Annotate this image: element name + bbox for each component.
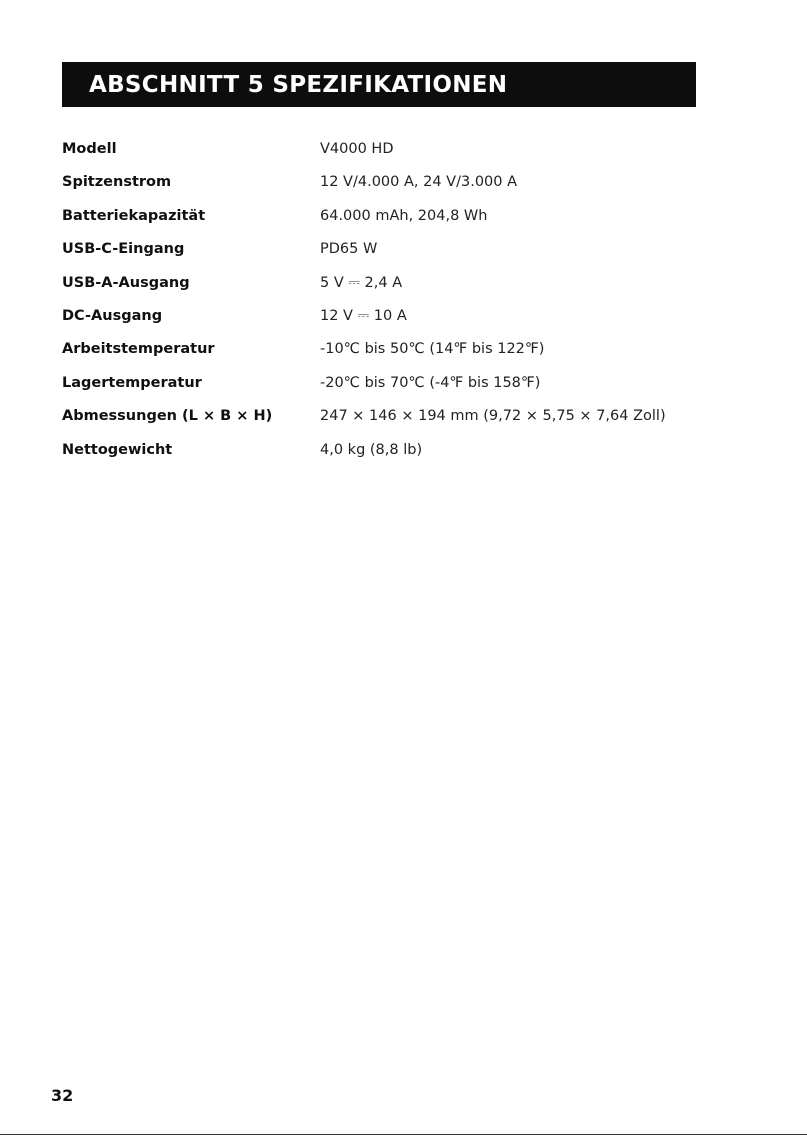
spec-label: USB-C-Eingang [62, 241, 185, 258]
spec-label: USB-A-Ausgang [62, 274, 190, 291]
spec-value: 4,0 kg (8,8 lb) [320, 441, 423, 458]
spec-label: Modell [62, 141, 117, 157]
spec-value: 12 V/4.000 A, 24 V/3.000 A [320, 174, 518, 191]
section-title: ABSCHNITT 5 SPEZIFIKATIONEN [89, 72, 508, 98]
spec-row-dimensions [62, 401, 722, 434]
spec-value: 5 V ⎓ 2,4 A [320, 274, 403, 291]
spec-row-storage-temperature [62, 368, 722, 401]
spec-label: Batteriekapazität [62, 207, 206, 224]
spec-value: -10℃ bis 50℃ (14℉ bis 122℉) [320, 341, 545, 358]
spec-value: PD65 W [320, 241, 378, 258]
spec-row-usb-a-output [62, 268, 722, 301]
section-header [62, 62, 696, 107]
spec-row-operating-temperature [62, 334, 722, 367]
spec-row-usb-c-input [62, 234, 722, 267]
spec-row-peak-current [62, 167, 722, 200]
spec-row-net-weight [62, 435, 722, 468]
spec-label: Arbeitstemperatur [62, 341, 215, 358]
spec-label: Nettogewicht [62, 441, 173, 458]
spec-label: Abmessungen (L × B × H) [62, 408, 273, 425]
bottom-divider [0, 1134, 807, 1135]
spec-row-model [62, 134, 722, 167]
spec-value: 64.000 mAh, 204,8 Wh [320, 207, 488, 224]
spec-row-dc-output [62, 301, 722, 334]
spec-label: DC-Ausgang [62, 307, 163, 324]
spec-label: Lagertemperatur [62, 374, 202, 391]
page-number: 32 [51, 1086, 74, 1105]
spec-label: Spitzenstrom [62, 174, 172, 191]
spec-row-battery-capacity [62, 201, 722, 234]
spec-value: -20℃ bis 70℃ (-4℉ bis 158℉) [320, 374, 541, 391]
spec-value: 12 V ⎓ 10 A [320, 307, 407, 324]
spec-value: 247 × 146 × 194 mm (9,72 × 5,75 × 7,64 Zoll) [320, 408, 666, 425]
spec-table [62, 134, 722, 468]
spec-value: V4000 HD [320, 141, 394, 157]
